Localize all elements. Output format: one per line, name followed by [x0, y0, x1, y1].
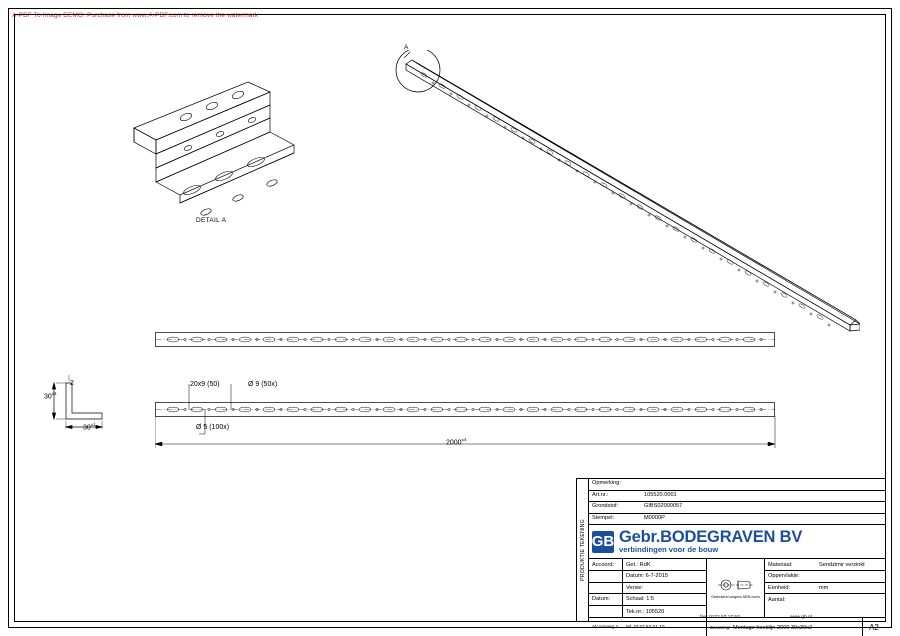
grondstof-key: Grondstof:	[592, 503, 619, 510]
field-aantal	[765, 594, 885, 606]
stempel-value: M0000P	[644, 514, 665, 521]
opmerking-key: Opmerking:	[592, 480, 621, 486]
datum-key: Datum:	[589, 594, 623, 605]
side-label-text: PRODUKTIE TEKENING	[579, 519, 586, 581]
blank-key-3	[589, 606, 623, 618]
detail-fields	[589, 559, 885, 617]
teknr-value: Tek.nr.: 105520	[626, 608, 665, 615]
projection-symbol	[707, 559, 765, 617]
watermark-text: A-PDF To Image DEMO: Purchase from www.A-PDF.com to remove the watermark	[12, 12, 259, 19]
footer-row	[589, 617, 885, 636]
field-datum-get	[589, 571, 706, 583]
address-tel: tel: 0172 52 01 10	[626, 625, 665, 631]
field-teknr	[589, 606, 706, 618]
oppervlakte-key: Oppervlakte:	[768, 573, 800, 580]
dimension-lines	[155, 360, 795, 460]
detail-a-caption: DETAIL A	[196, 217, 227, 224]
accoord-value: Get.: RdK	[626, 561, 651, 568]
left-fields	[589, 559, 707, 617]
dim-width-label: $30^{\pm 1}$	[83, 422, 96, 432]
title-block-side-label	[577, 479, 589, 621]
blank-key-2	[589, 583, 623, 594]
address-fax: fax: 0172 57 17 53	[700, 615, 740, 620]
product-name: Montage hoeklijn 2000 30x30x2	[733, 624, 813, 631]
benaming-key: Benaming:	[710, 625, 731, 631]
gb-logo-icon: GB	[592, 531, 614, 553]
dim-d9-label: Ø 9 (50x)	[248, 381, 278, 388]
first-angle-projection-icon	[716, 577, 756, 593]
callout-a-label: A	[404, 44, 409, 51]
company-logo	[589, 525, 885, 559]
address-street: Alcomweg 2	[592, 625, 619, 631]
field-eenheid	[765, 583, 885, 595]
accoord-key: Accoord:	[589, 559, 623, 570]
field-accoord	[589, 559, 706, 571]
address-block	[589, 618, 707, 636]
materiaal-value: Sendzimir verzinkt	[819, 561, 865, 568]
artnr-key: Art.nr.:	[592, 491, 609, 498]
field-materiaal	[765, 559, 885, 571]
eenheid-key: Eenheid:	[768, 584, 791, 591]
oppervlakte-value	[817, 571, 885, 582]
field-versie	[589, 583, 706, 595]
company-tagline: verbindingen voor de bouw	[619, 544, 719, 554]
product-name-cell	[707, 618, 863, 636]
section-profile-view	[40, 375, 120, 435]
detail-a-isometric-view	[120, 70, 300, 240]
versie-value: Versie:	[626, 584, 644, 591]
dim-height-label: $30^{\pm 1}$	[44, 391, 57, 401]
materiaal-key: Materiaal:	[768, 561, 793, 568]
aantal-value	[817, 594, 885, 606]
angle-bar-isometric-view	[390, 50, 860, 330]
field-schaal	[589, 594, 706, 606]
front-view-top	[155, 330, 775, 352]
datum-value: Datum: 6-7-2015	[626, 573, 668, 580]
sheet-format: A2	[869, 623, 879, 633]
dim-d5-label: Ø 5 (100x)	[196, 424, 230, 431]
row-artnr	[589, 491, 885, 503]
projection-caption: Geteckend volgens NEN-norm	[711, 595, 760, 600]
dim-thickness-label: 2	[70, 380, 74, 387]
title-block	[576, 478, 886, 633]
row-stempel	[589, 514, 885, 526]
dim-slot-label: 20x9 (50)	[190, 381, 220, 388]
aantal-key: Aantal:	[768, 596, 786, 603]
schaal-value: Schaal: 1:5	[626, 596, 654, 603]
blank-key-1	[589, 571, 623, 582]
eenheid-value: mm	[819, 584, 829, 591]
row-opmerking	[589, 479, 885, 491]
stempel-key: Stempel:	[592, 514, 615, 521]
field-oppervlakte	[765, 571, 885, 583]
address-web: www.gb.nl	[790, 615, 812, 620]
dim-length-label: $2000^{\pm 4}$	[446, 437, 467, 447]
row-grondstof	[589, 502, 885, 514]
grondstof-value: GIBS02000057	[644, 503, 683, 510]
right-fields	[765, 559, 885, 617]
company-name: Gebr.BODEGRAVEN BV	[619, 528, 803, 547]
title-block-body	[589, 479, 885, 633]
artnr-value: 105520.0001	[644, 491, 677, 498]
